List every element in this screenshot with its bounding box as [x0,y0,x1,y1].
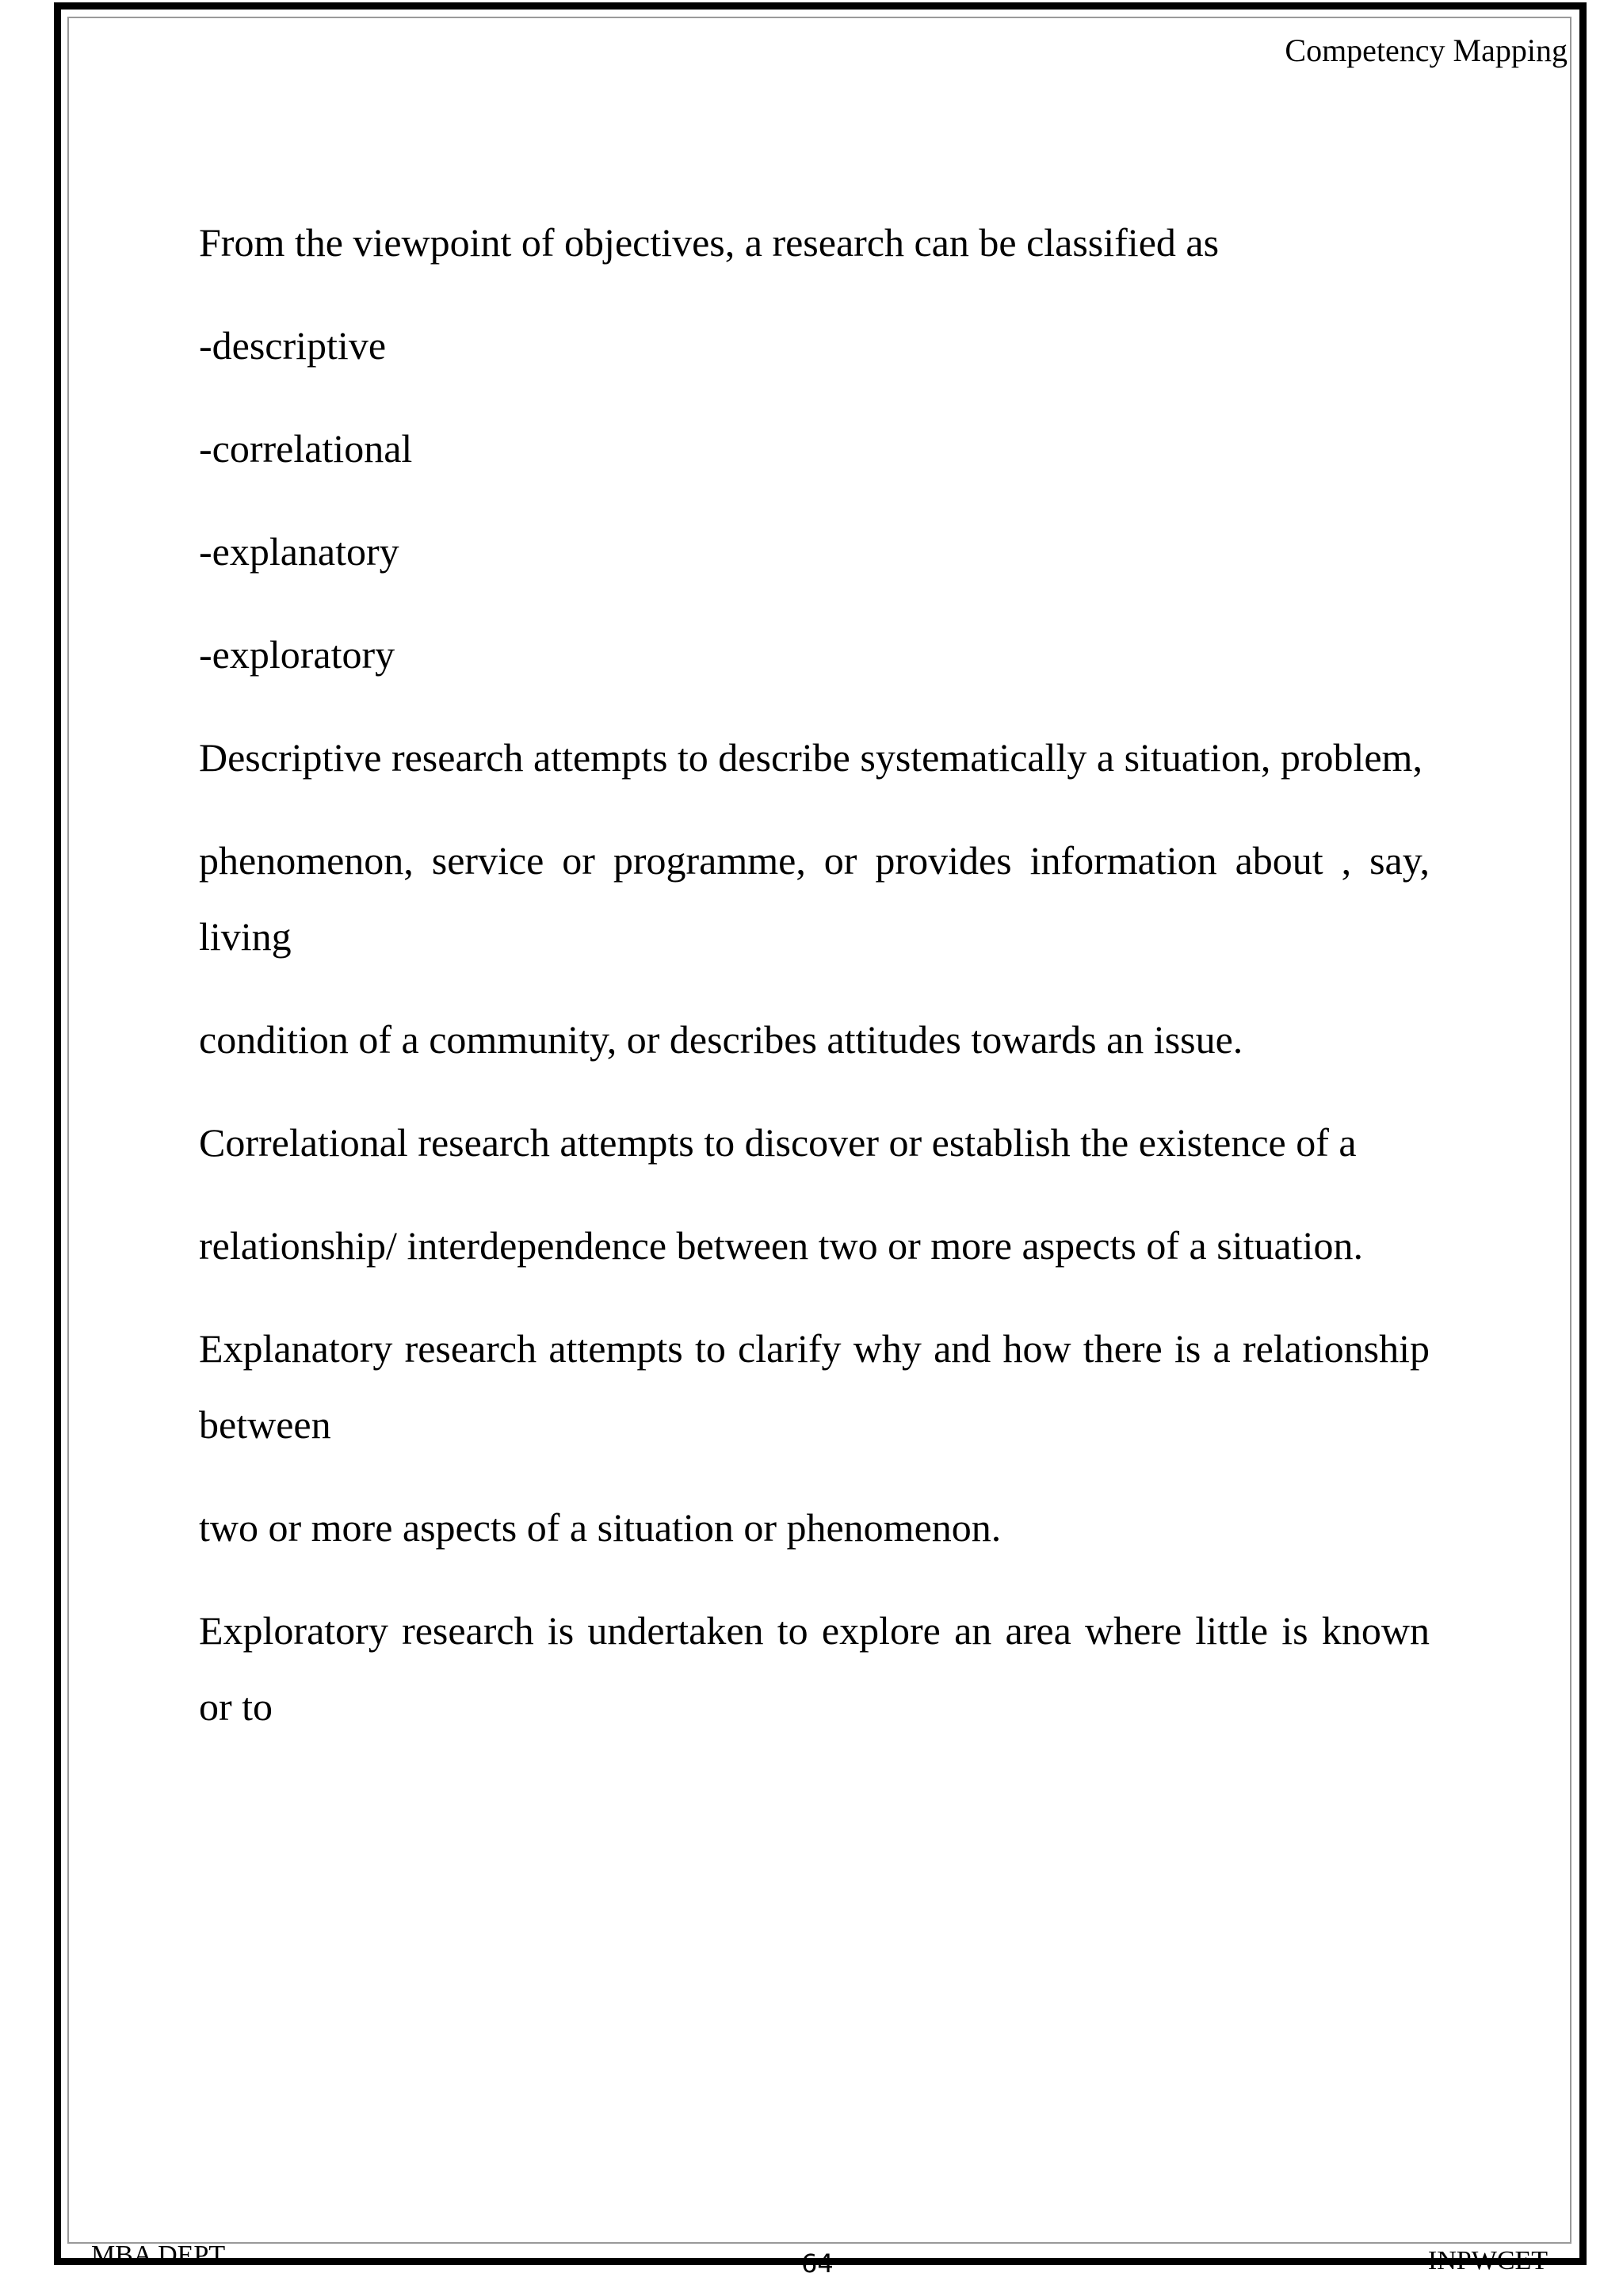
paragraph-correlational-2: relationship/ interdependence between two or more aspects of a situation. [199,1223,1363,1268]
paragraph-explanatory-2: two or more aspects of a situation or phenomenon. [199,1505,1002,1550]
footer-department: MBA DEPT [91,2241,226,2270]
paragraph-descriptive-3: condition of a community, or describes attitudes towards an issue. [199,1017,1243,1062]
type-exploratory: -exploratory [199,632,395,677]
paragraph-correlational-1: Correlational research attempts to discover or establish the existence of a [199,1120,1357,1165]
paragraph-descriptive-2: phenomenon, service or programme, or provides information about , say, living [199,838,1430,959]
footer-institution: INPWCET [1427,2246,1548,2275]
type-correlational: -correlational [199,426,413,471]
running-header-title: Competency Mapping [1285,32,1568,68]
type-descriptive: -descriptive [199,323,387,368]
footer-page-number: 64 [801,2248,834,2279]
intro-sentence: From the viewpoint of objectives, a research can be classified as [199,220,1220,265]
paragraph-descriptive-1: Descriptive research attempts to describe systematically a situation, problem, [199,735,1423,780]
paragraph-exploratory-1: Exploratory research is undertaken to explore an area where little is known or to [199,1608,1430,1729]
type-explanatory: -explanatory [199,529,399,574]
paragraph-explanatory-1: Explanatory research attempts to clarify why and how there is a relationship between [199,1326,1430,1447]
main-content [199,204,1430,1772]
